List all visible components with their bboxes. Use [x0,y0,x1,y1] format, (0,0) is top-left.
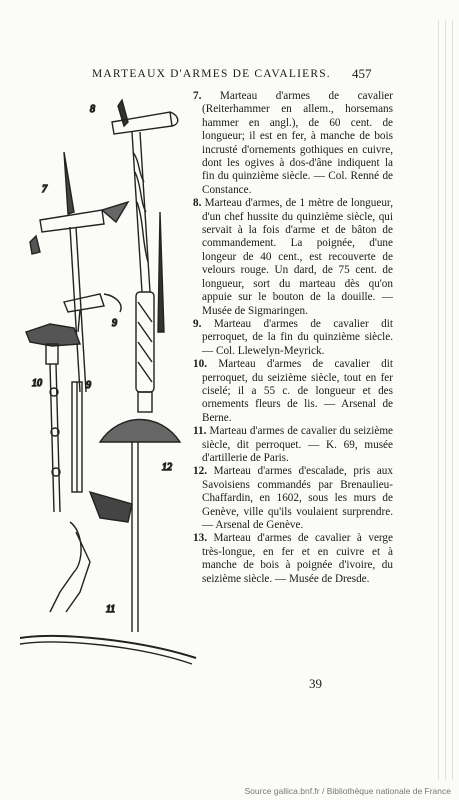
entry-text: Marteau d'armes, de 1 mètre de longueur, d'un chef hussite du quinzième siècle, qui servait à la fois d'arme et de bâton de commandement. La poignée, d'une longeur de 40 cent., est recouverte de velours rouge. Un dard, de 75 cent. de longueur, sort du marteau dès qu'on appuie sur le bouton de la douille. — Musée de Sigmaringen. [202,197,394,317]
entry-text: Marteau d'armes de cavalier dit perroquet, de la fin du quinzième siècle. — Col. Llewelyn-Meyrick. [202,317,393,357]
dart-detail [30,236,40,254]
figure-label: 7 [42,184,47,195]
entry-item [193,425,393,465]
entry-number: 11. [193,425,207,438]
page-edge [435,20,453,780]
figure-7-hammer [40,152,128,392]
running-title: MARTEAUX D'ARMES DE CAVALIERS. [92,68,331,80]
figure-8-dart [158,212,164,332]
entry-item [193,532,393,586]
figure-11-hammer [50,492,138,632]
entry-text: Marteau d'armes de cavalier à verge très-longue, en fer et en cuivre et à manche de bois à poignée d'ivoire, du seizième siècle. — Musée de Dresde. [202,532,393,585]
figure-8-hammer [112,100,178,412]
entry-item [193,318,393,358]
entry-item [193,465,393,532]
entry-number: 13. [193,532,207,545]
entry-text: Marteau d'armes de cavalier du seizième siècle, dit perroquet. — K. 69, musée d'artillerie de Paris. [202,425,393,464]
entry-item [193,90,393,197]
entry-text: Marteau d'armes d'escalade, pris aux Savoisiens commandés par Brenaulieu-Chaffardin, en 1602, sous les murs de Genève, ville qu'ils voulaient surprendre. — Arsenal de Genève. [202,465,393,531]
entry-text: Marteau d'armes de cavalier (Reiterhammer en allem., horsemans hammer en angl.), de 60 cent. de longueur; il est en fer, à manche de bois incrusté d'ornements gothiques en cuivre, dont les ogives à dos-d'âne indiquent la fin du quinzième siècle. — Col. Renné de Constance. [202,90,393,196]
weapons-illustration [20,92,198,672]
entry-item [193,197,393,318]
entry-number: 8. [193,197,202,210]
figure-13-shaft [20,642,192,664]
figure-9-staff [72,382,82,492]
entry-number: 12. [193,465,207,478]
figure-label: 9 [112,318,117,329]
entry-item [193,358,393,425]
figure-label: 11 [106,604,116,615]
entry-list [193,90,393,586]
page-number: 457 [352,66,372,81]
figure-label: 9 [86,380,91,391]
entry-number: 9. [193,317,202,330]
figure-label: 8 [90,104,95,115]
signature-folio: 39 [309,676,322,691]
figure-label: 12 [162,462,172,473]
figure-13-hammer [20,636,196,658]
entry-number: 7. [193,90,202,102]
entry-number: 10. [193,358,207,371]
entry-text: Marteau d'armes de cavalier dit perroquet, du seizième siècle, tout en fer ciselé; il a 55 c. de longueur et des ornements fleurs de lis. — Arsenal de Berne. [202,358,393,424]
figure-label: 10 [32,378,42,389]
source-credit: Source gallica.bnf.fr / Bibliothèque nationale de France [244,786,451,796]
